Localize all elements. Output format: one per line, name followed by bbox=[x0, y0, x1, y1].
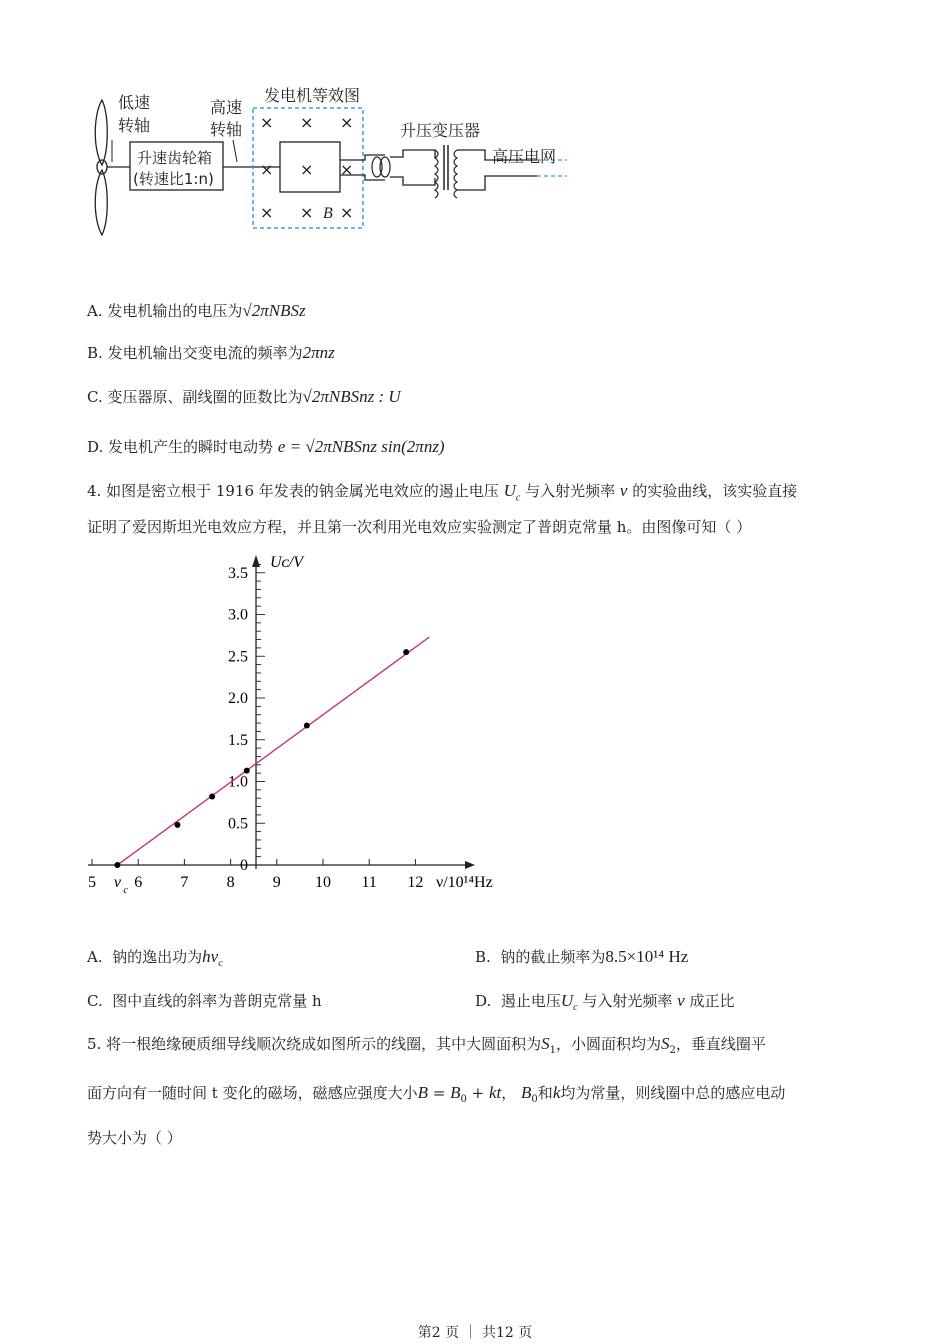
x-axis-arrow-icon bbox=[465, 861, 475, 869]
data-point bbox=[174, 822, 180, 828]
y-axis-label: Uᴄ/V bbox=[270, 554, 304, 571]
q4-option-c: C. 图中直线的斜率为普朗克常量 h bbox=[87, 992, 322, 1010]
cross-mark: × bbox=[260, 113, 274, 132]
y-tick-label: 0.5 bbox=[228, 815, 249, 833]
data-point bbox=[209, 794, 215, 800]
q3-option-b: B. 发电机输出交变电流的频率为2πnz bbox=[87, 343, 335, 362]
q3-option-c: C. 变压器原、副线圈的匝数比为√2πNBSnz : U bbox=[87, 387, 401, 406]
grid-label: 高压电网 bbox=[492, 147, 557, 166]
cross-mark: × bbox=[300, 203, 314, 222]
cross-mark: × bbox=[340, 113, 354, 132]
x-tick-label: 9 bbox=[272, 874, 281, 891]
q4-stem-line2: 证明了爱因斯坦光电效应方程，并且第一次利用光电效应实验测定了普朗克常量 h。由图像可知（ ） bbox=[87, 518, 752, 536]
cross-mark: × bbox=[300, 113, 314, 132]
generator-title: 发电机等效图 bbox=[264, 86, 361, 105]
low-speed-shaft-label: 低速 bbox=[118, 93, 151, 112]
cross-mark: × bbox=[300, 160, 314, 179]
x-tick-label: 12 bbox=[407, 874, 424, 891]
gearbox-ratio-label: (转速比1:n) bbox=[133, 170, 214, 188]
q4-stem-line1: 4. 如图是密立根于 1916 年发表的钠金属光电效应的遏止电压 $U_c$ 与入射光频率 ν 的实验曲线，该实验直接 bbox=[87, 481, 798, 504]
primary-coil-icon bbox=[435, 150, 438, 198]
transformer-title: 升压变压器 bbox=[400, 121, 481, 140]
q4-option-b: B. 钠的截止频率为8.5×10¹⁴ Hz bbox=[475, 947, 689, 966]
x-tick-label: 6 bbox=[134, 874, 143, 891]
q5-line3: 势大小为（ ） bbox=[87, 1129, 182, 1147]
data-point bbox=[244, 768, 250, 774]
x-special-label-subscript: c bbox=[123, 885, 128, 896]
x-tick-label: 7 bbox=[180, 874, 189, 891]
y-tick-label: 3.5 bbox=[228, 564, 249, 582]
x-special-label: ν bbox=[113, 874, 121, 891]
x-tick-label: 10 bbox=[315, 874, 331, 891]
y-tick-label: 2.5 bbox=[228, 648, 249, 666]
x-tick-label: 8 bbox=[226, 874, 235, 891]
propeller-icon bbox=[95, 100, 107, 235]
cross-mark: × bbox=[260, 203, 274, 222]
low-speed-shaft-label-2: 转轴 bbox=[118, 116, 151, 135]
field-label: B bbox=[323, 205, 333, 222]
y-axis-arrow-icon bbox=[252, 555, 260, 567]
q5-line1: 5. 将一根绝缘硬质细导线顺次绕成如图所示的线圈，其中大圆面积为$S_1$，小圆面积均为$S_2$，垂直线圈平 bbox=[87, 1034, 766, 1056]
fit-line bbox=[117, 637, 429, 865]
gearbox-label: 升速齿轮箱 bbox=[137, 149, 213, 167]
high-speed-shaft-label: 高速 bbox=[210, 98, 243, 117]
q3-option-d: D. 发电机产生的瞬时电动势 e = √2πNBSnz sin(2πnz) bbox=[87, 437, 445, 456]
q5-line2: 面方向有一随时间 t 变化的磁场，磁感应强度大小$B = B_0$ + kt， $B_0$和k均为常量，则线圈中总的感应电动 bbox=[87, 1083, 786, 1105]
y-tick-label: 1.5 bbox=[228, 731, 249, 749]
x-axis-label: ν/10¹⁴Hz bbox=[436, 874, 493, 891]
y-tick-label: 2.0 bbox=[228, 690, 249, 707]
page-footer: 第2 页 ｜ 共12 页 bbox=[417, 1325, 533, 1341]
y-tick-label: 1.0 bbox=[228, 773, 249, 791]
cross-mark: × bbox=[340, 203, 354, 222]
data-point bbox=[114, 862, 120, 868]
x-tick-label: 11 bbox=[361, 874, 377, 891]
q4-option-a: A. 钠的逸出功为$h\nu_c$ bbox=[87, 947, 223, 969]
y-tick-label: 3.0 bbox=[228, 606, 249, 624]
cross-mark: × bbox=[340, 160, 354, 179]
data-point bbox=[403, 649, 409, 655]
x-tick-label: 5 bbox=[88, 874, 96, 891]
stopping-voltage-chart bbox=[80, 545, 510, 900]
q4-option-d: D. 遏止电压$U_c$ 与入射光频率 ν 成正比 bbox=[475, 991, 735, 1013]
data-point bbox=[304, 723, 310, 729]
secondary-coil-icon bbox=[454, 150, 457, 198]
q3-option-a: A. 发电机输出的电压为√2πNBSz bbox=[87, 301, 306, 320]
cross-mark: × bbox=[260, 160, 274, 179]
high-speed-shaft-label-2: 转轴 bbox=[210, 120, 243, 139]
y-tick-label: 0 bbox=[240, 857, 249, 874]
